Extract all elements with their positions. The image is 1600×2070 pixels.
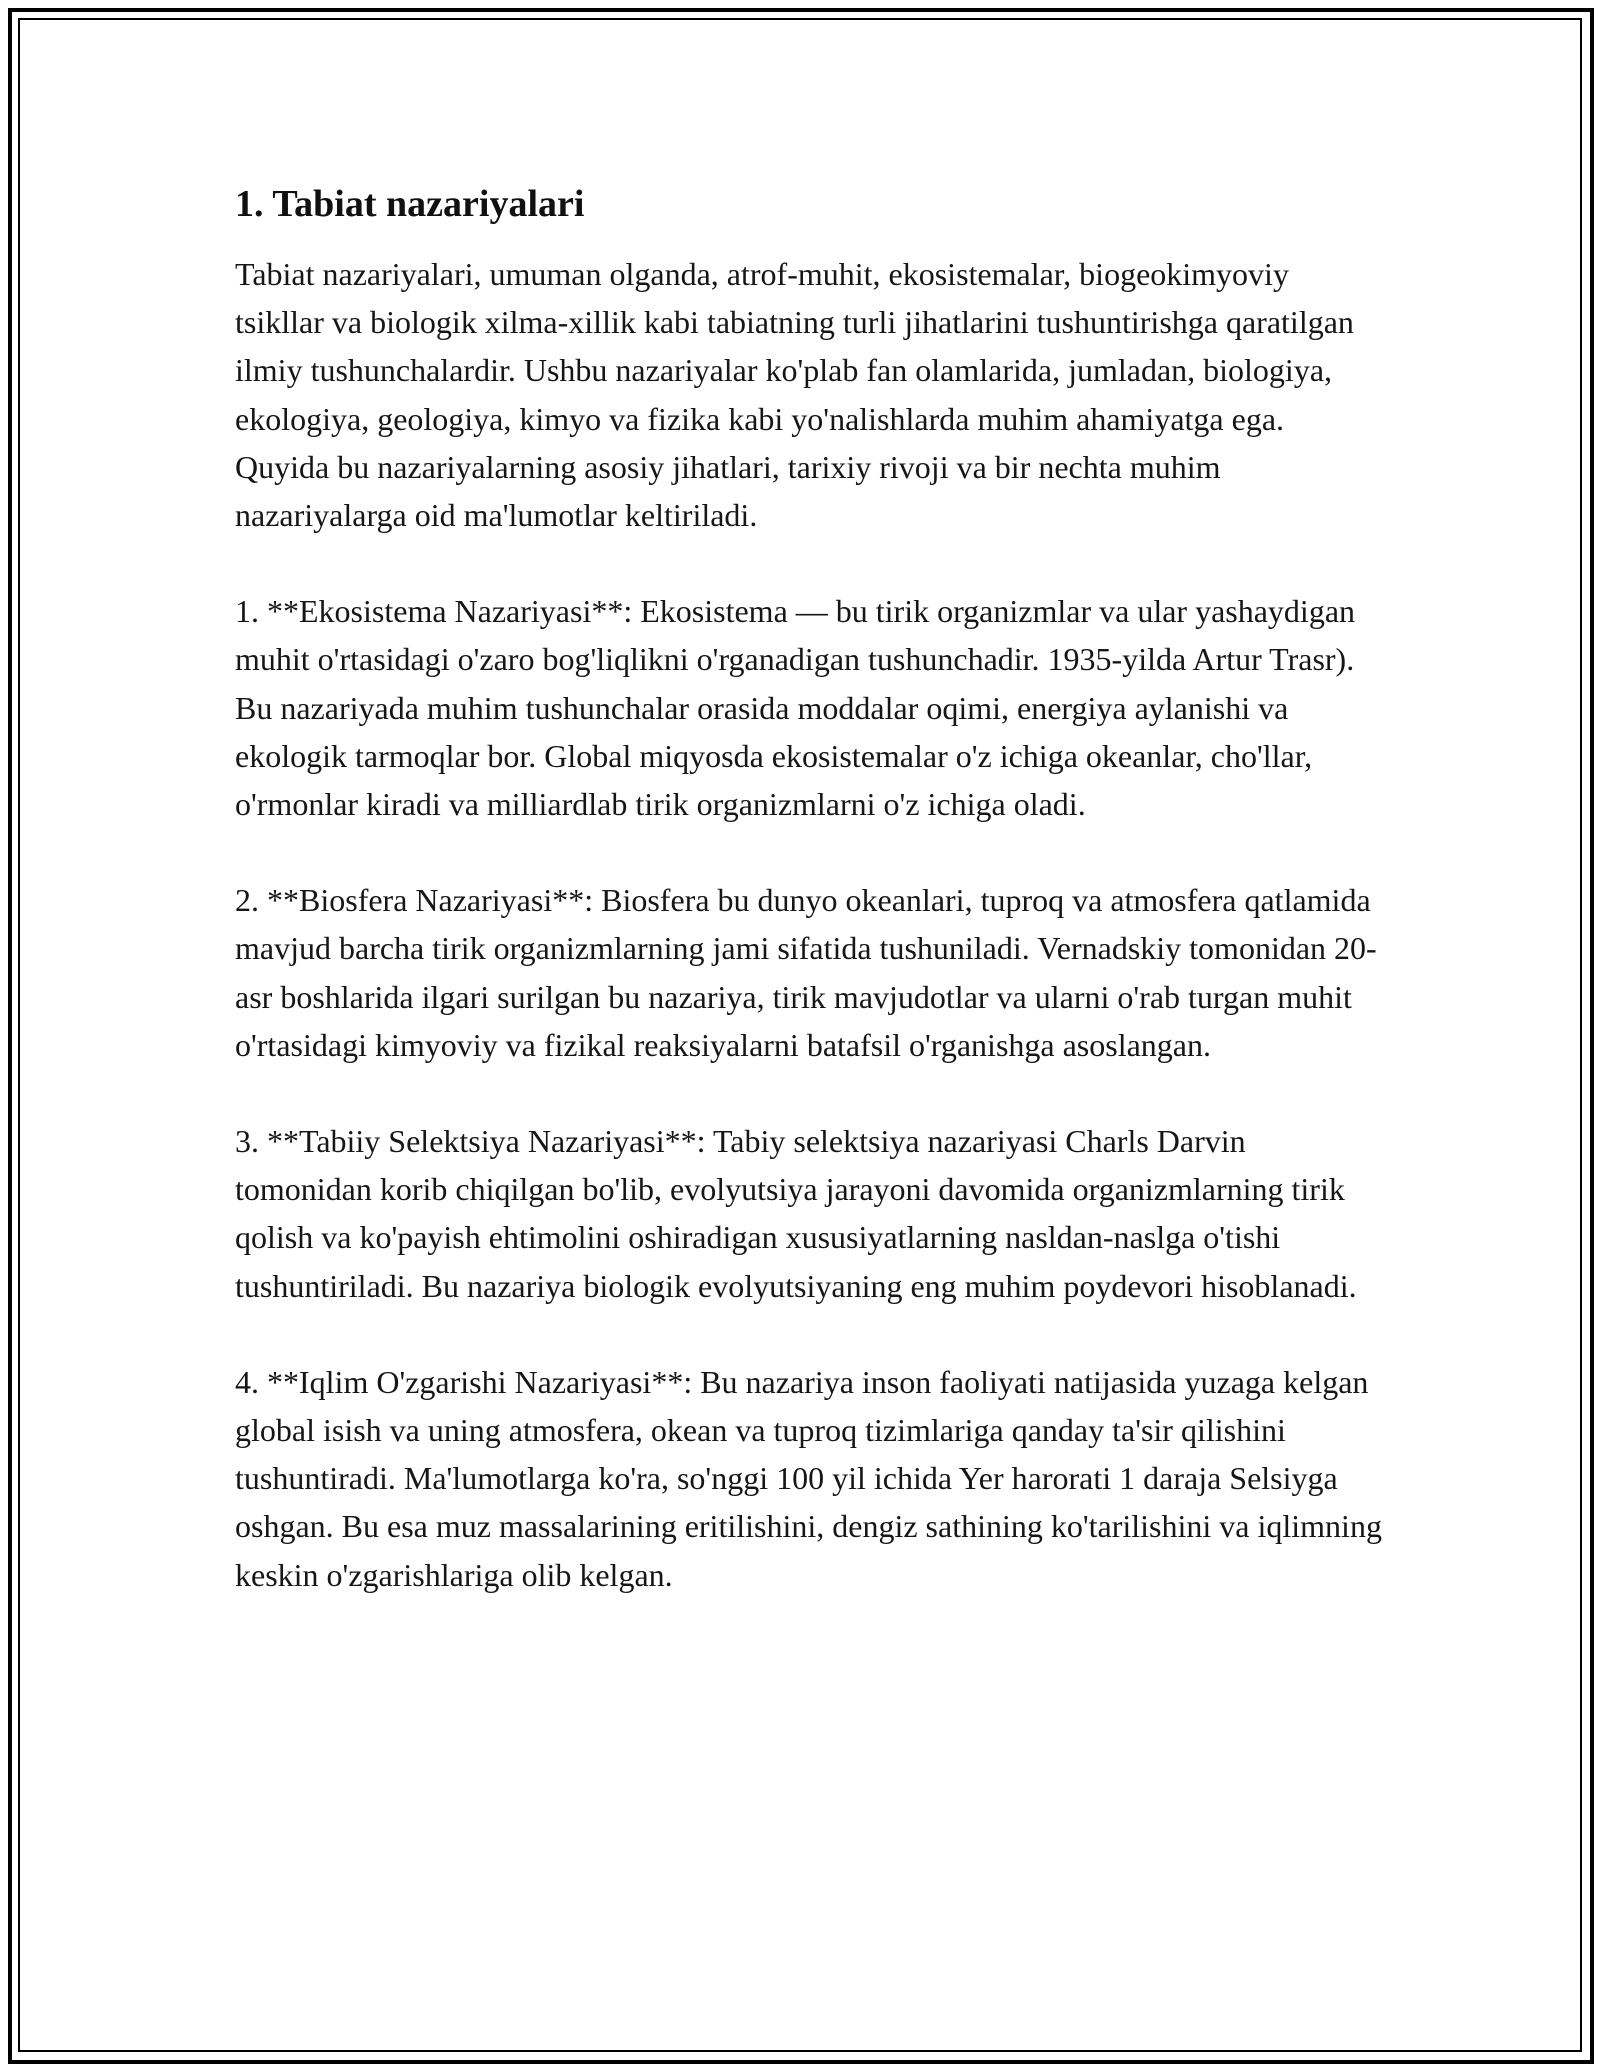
ecosystem-theory-paragraph: 1. **Ekosistema Nazariyasi**: Ekosistema — bu tirik organizmlar va ular yashaydigan muhit o'rtasidagi o'zaro bog'liqlikni o'rganadigan tushunchadir. 1935-yilda Artur Trasr). Bu nazariyada muhim tushunchalar orasida moddalar oqimi, energiya aylanishi va ekologik tarmoqlar bor. Global miqyosda ekosistemalar o'z ichiga okeanlar, cho'llar, o'rmonlar kiradi va milliardlab tirik organizmlarni o'z ichiga oladi. <box>235 593 1356 823</box>
document-body <box>235 180 1385 1647</box>
biosphere-theory-paragraph: 2. **Biosfera Nazariyasi**: Biosfera bu dunyo okeanlari, tuproq va atmosfera qatlamida mavjud barcha tirik organizmlarning jami sifatida tushuniladi. Vernadskiy tomonidan 20-asr boshlarida ilgari surilgan bu nazariya, tirik mavjudotlar va ularni o'rab turgan muhit o'rtasidagi kimyoviy va fizikal reaksiyalarni batafsil o'rganishga asoslangan. <box>235 882 1377 1063</box>
natural-selection-theory-paragraph: 3. **Tabiiy Selektsiya Nazariyasi**: Tabiy selektsiya nazariyasi Charls Darvin tomonidan korib chiqilgan bo'lib, evolyutsiya jarayoni davomida organizmlarning tirik qolish va ko'payish ehtimolini oshiradigan xususiyatlarning nasldan-naslga o'tishi tushuntiriladi. Bu nazariya biologik evolyutsiyaning eng muhim poydevori hisoblanadi. <box>235 1123 1357 1304</box>
climate-change-theory-paragraph: 4. **Iqlim O'zgarishi Nazariyasi**: Bu nazariya inson faoliyati natijasida yuzaga kelgan global isish va uning atmosfera, okean va tuproq tizimlariga qanday ta'sir qilishini tushuntiradi. Ma'lumotlarga ko'ra, so'nggi 100 yil ichida Yer harorati 1 daraja Selsiyga oshgan. Bu esa muz massalarining eritilishini, dengiz sathining ko'tarilishini va iqlimning keskin o'zgarishlariga olib kelgan. <box>235 1363 1382 1593</box>
intro-paragraph: Tabiat nazariyalari, umuman olganda, atrof-muhit, ekosistemalar, biogeokimyoviy tsikllar va biologik xilma-xillik kabi tabiatning turli jihatlarini tushuntirishga qaratilgan ilmiy tushunchalardir. Ushbu nazariyalar ko'plab fan olamlarida, jumladan, biologiya, ekologiya, geologiya, kimyo va fizika kabi yo'nalishlarda muhim ahamiyatga ega. Quyida bu nazariyalarning asosiy jihatlari, tarixiy rivoji va bir nechta muhim nazariyalarga oid ma'lumotlar keltiriladi. <box>235 256 1354 534</box>
section-heading: 1. Tabiat nazariyalari <box>235 183 585 225</box>
